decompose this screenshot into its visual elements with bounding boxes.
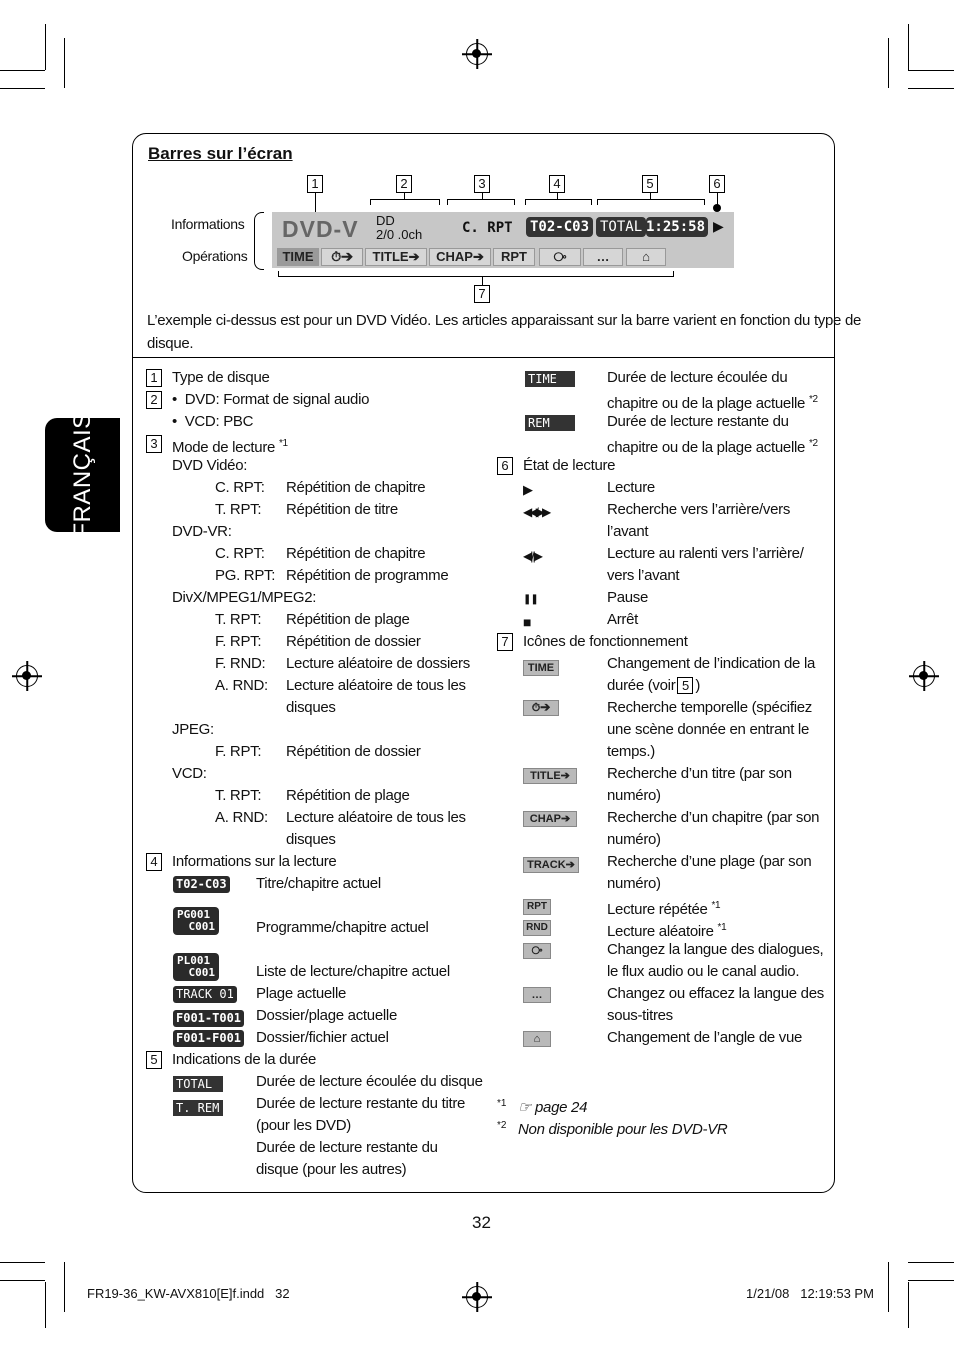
mode-desc: Répétition de chapitre [286,479,426,496]
crop-mark [888,38,889,88]
crop-mark [908,24,909,70]
language-tab [45,412,120,538]
op-desc: Changez ou effacez la langue des [607,985,824,1002]
mode-desc: disques [286,699,336,716]
duration-desc: Durée de lecture restante du titre [256,1095,466,1112]
pause-icon: ❚❚ [523,594,538,605]
state-desc: Pause [607,589,649,606]
display-bar [272,212,734,268]
op-desc: Changement de l’indication de la [607,655,816,672]
op-title-button[interactable]: TITLE➔ [365,248,427,266]
bracket [370,199,440,205]
leader-line [482,277,483,285]
op-desc: numéro) [607,875,661,892]
duration-desc: Durée de lecture restante du [256,1139,438,1156]
audio-icon: ⧂ [523,943,551,959]
callout-6: 6 [709,175,725,193]
callout-7: 7 [474,285,490,303]
op-desc: Changez la langue des dialogues, [607,941,824,958]
mode-code: T. RPT: [215,611,262,628]
track-search-icon: TRACK➔ [523,857,579,873]
op-angle-button[interactable]: ⌂ [626,248,666,266]
mode-code: PG. RPT: [215,567,276,584]
sub-heading: DivX/MPEG1/MPEG2: [172,589,317,606]
angle-icon: ⌂ [523,1031,551,1047]
state-desc: Lecture [607,479,655,496]
state-desc: l’avant [607,523,649,540]
op-time-button[interactable]: TIME [277,248,319,266]
rem-chip: REM [525,415,575,431]
mode-desc: Répétition de programme [286,567,449,584]
trem-chip: T. REM [173,1100,223,1116]
dolby-icon: DD [376,213,395,228]
crop-mark [64,38,65,88]
total-time: 1:25:58 [646,217,708,237]
op-desc: Lecture répétée $^{*1}$ [607,900,721,918]
info-desc: Plage actuelle [256,985,347,1002]
footer-date: 1/21/08 12:19:53 PM [746,1286,874,1301]
op-audio-button[interactable]: ⧂ [539,248,581,266]
search-icon: ◀◀/▶▶ [523,505,549,519]
item-num: 5 [146,1051,162,1069]
random-icon: RND [523,920,551,936]
op-desc: une scène donnée en entrant le [607,721,810,738]
op-desc: numéro) [607,831,661,848]
duration-desc: (pour les DVD) [256,1117,351,1134]
mode-desc: Répétition de plage [286,611,410,628]
state-desc: vers l’avant [607,567,680,584]
sub-heading: JPEG: [172,721,214,738]
op-timesearch-button[interactable]: ⏱➔ [321,248,363,266]
state-desc: Recherche vers l’arrière/vers [607,501,791,518]
info-desc: Liste de lecture/chapitre actuel [256,963,450,980]
crop-mark [0,1262,45,1263]
crop-mark [908,1262,954,1263]
mode-desc: Lecture aléatoire de tous les [286,809,466,826]
sub-heading: DVD Vidéo: [172,457,248,474]
footnote-text: ☞ page 24 [518,1099,588,1116]
rem-desc: chapitre ou de la plage actuelle $^{*2}$ [607,438,818,456]
info-desc: Dossier/plage actuelle [256,1007,397,1024]
title-chapter: T02-C03 [526,217,593,237]
crop-mark [0,70,45,71]
mode-code: F. RND: [215,655,266,672]
op-rpt-button[interactable]: RPT [493,248,535,266]
op-chap-button[interactable]: CHAP➔ [429,248,491,266]
op-desc: Recherche d’un chapitre (par son [607,809,820,826]
audio-channels: 2/0 .0ch [376,227,423,242]
footer-file: FR19-36_KW-AVX810[E]f.indd 32 [87,1286,290,1301]
item-title: Type de disque [172,369,270,386]
leader-line [482,193,483,199]
folder-track-chip: F001-T001 [173,1010,244,1027]
op-desc: Lecture aléatoire $^{*1}$ [607,922,727,940]
state-desc: Lecture au ralenti vers l’arrière/ [607,545,804,562]
callout-2: 2 [396,175,412,193]
bracket [278,271,674,277]
track-chip: TRACK 01 [173,986,237,1003]
info-desc: Programme/chapitre actuel [256,919,429,936]
mode-desc: Répétition de plage [286,787,410,804]
item-title: Icônes de fonctionnement [523,633,688,650]
brace [254,212,264,270]
op-desc: Recherche d’un titre (par son [607,765,792,782]
mode-code: A. RND: [215,677,268,694]
time-chip: TIME [525,371,575,387]
crop-mark [0,1280,45,1281]
registration-mark-icon [16,665,38,687]
time-op-icon: TIME [523,660,559,676]
intro-line-2: disque. [147,335,194,352]
crop-mark [0,88,45,89]
info-desc: Titre/chapitre actuel [256,875,381,892]
callout-3: 3 [474,175,490,193]
item-num: 7 [497,633,513,651]
state-desc: Arrêt [607,611,639,628]
bullet-dvd: • DVD: Format de signal audio [172,391,370,408]
language-tab-label: FRANÇAIS [68,412,96,538]
registration-mark-icon [466,1286,488,1308]
footnote-text: Non disponible pour les DVD-VR [518,1121,728,1138]
section-heading: Barres sur l’écran [148,144,293,163]
time-desc: chapitre ou de la plage actuelle $^{*2}$ [607,394,818,412]
registration-mark-icon [466,43,488,65]
mode-code: C. RPT: [215,545,265,562]
footnote-mark: *1 [497,1098,507,1109]
item-num: 4 [146,853,162,871]
op-desc: numéro) [607,787,661,804]
total-chip: TOTAL [173,1076,223,1092]
divider [132,357,835,358]
item-num: 6 [497,457,513,475]
rem-desc: Durée de lecture restante du [607,413,789,430]
mode-code: T. RPT: [215,501,262,518]
op-desc: Changement de l’angle de vue [607,1029,803,1046]
subtitle-icon: … [523,987,551,1003]
op-subtitle-button[interactable]: … [583,248,623,266]
play-icon: ▶ [523,482,533,497]
bracket [525,199,592,205]
crop-mark [888,1262,889,1312]
diagram-label-ops: Opérations [182,248,248,264]
leader-line [557,193,558,199]
repeat-icon: RPT [523,899,551,915]
playlist-chapter-chip: PL001 C001 [173,953,219,981]
item-title: Indications de la durée [172,1051,317,1068]
crop-mark [45,24,46,70]
page-number: 32 [472,1213,491,1232]
repeat-mode: C. RPT [462,220,513,236]
duration-desc: Durée de lecture écoulée du disque [256,1073,483,1090]
mode-code: C. RPT: [215,479,265,496]
crop-mark [45,1282,46,1328]
bullet-vcd: • VCD: PBC [172,413,254,430]
callout-4: 4 [549,175,565,193]
registration-mark-icon [913,665,935,687]
op-desc: le flux audio ou le canal audio. [607,963,800,980]
disc-type: DVD-V [282,216,359,242]
item-title: État de lecture [523,457,616,474]
total-label: TOTAL [596,217,646,237]
slow-icon: ◀|/|▶ [523,549,542,563]
op-desc: sous-titres [607,1007,673,1024]
op-desc: durée (voir 5 ) [607,677,701,694]
mode-code: A. RND: [215,809,268,826]
program-chapter-chip: PG001 C001 [173,907,219,935]
mode-code: F. RPT: [215,633,262,650]
mode-desc: Lecture aléatoire de tous les [286,677,466,694]
time-desc: Durée de lecture écoulée du [607,369,788,386]
item-num: 2 [146,391,162,409]
callout-1: 1 [307,175,323,193]
crop-mark [64,1262,65,1312]
sub-heading: DVD-VR: [172,523,232,540]
title-search-icon: TITLE➔ [523,768,577,784]
crop-mark [908,70,954,71]
mode-code: F. RPT: [215,743,262,760]
item-num: 3 [146,435,162,453]
diagram-label-info: Informations [171,216,245,232]
time-search-icon: ⏱➔ [523,700,559,716]
callout-5: 5 [642,175,658,193]
mode-desc: Répétition de titre [286,501,398,518]
sub-heading: VCD: [172,765,207,782]
leader-line [650,193,651,199]
op-desc: temps.) [607,743,655,760]
crop-mark [908,88,954,89]
duration-desc: disque (pour les autres) [256,1161,407,1178]
stop-icon: ■ [523,614,532,630]
bracket [447,199,515,205]
footnote-mark: *2 [497,1120,507,1131]
crop-mark [908,1282,909,1328]
mode-desc: Répétition de dossier [286,743,421,760]
op-desc: Recherche temporelle (spécifiez [607,699,812,716]
leader-dot [713,204,721,212]
item-title: Mode de lecture $^{*1}$ [172,438,288,456]
crop-mark [908,1280,954,1281]
info-desc: Dossier/fichier actuel [256,1029,389,1046]
op-desc: Recherche d’une plage (par son [607,853,812,870]
item-num: 1 [146,369,162,387]
mode-desc: Répétition de dossier [286,633,421,650]
mode-desc: Lecture aléatoire de dossiers [286,655,470,672]
title-chapter-chip: T02-C03 [173,876,230,893]
mode-desc: disques [286,831,336,848]
intro-line-1: L’exemple ci-dessus est pour un DVD Vidéo. Les articles apparaissant sur la barre varient en fonction du type de [147,312,862,329]
item-title: Informations sur la lecture [172,853,337,870]
mode-code: T. RPT: [215,787,262,804]
play-icon: ▶ [713,218,724,234]
mode-desc: Répétition de chapitre [286,545,426,562]
leader-line [404,193,405,199]
folder-file-chip: F001-F001 [173,1030,244,1047]
bracket [597,199,705,205]
chapter-search-icon: CHAP➔ [523,811,577,827]
